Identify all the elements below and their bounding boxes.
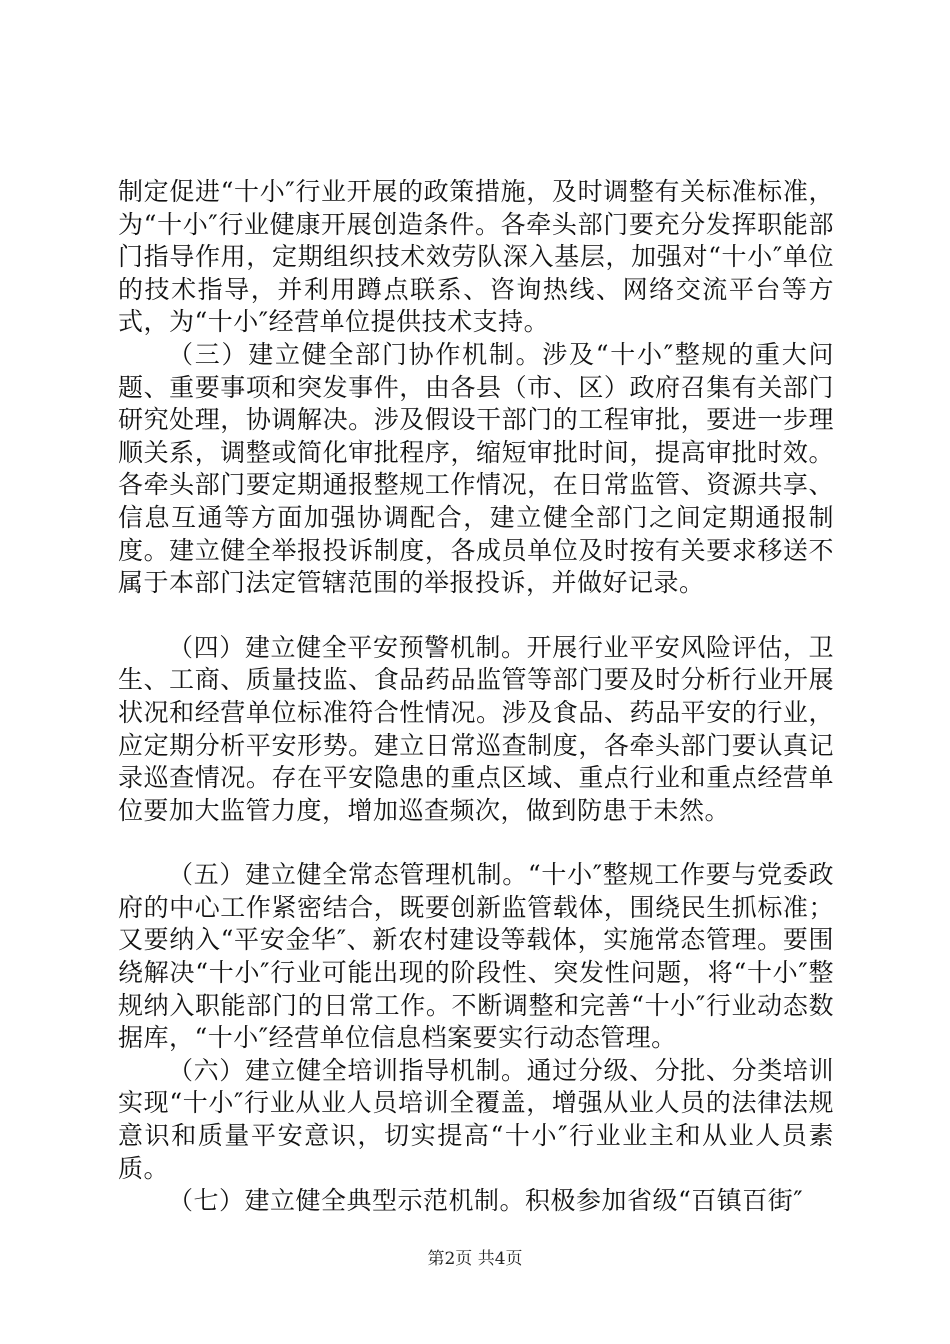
paragraph-section-7: （七）建立健全典型示范机制。积极参加省级“百镇百街″ xyxy=(168,1186,804,1216)
paragraph-section-6: （六）建立健全培训指导机制。通过分级、分批、分类培训实现“十小″行业从业人员培训全覆盖，增强从业人员的法律法规意识和质量平安意识，切实提高“十小″行业业主和从业人员素质。 xyxy=(118,1055,834,1183)
paragraph-section-3: （三）建立健全部门协作机制。涉及“十小″整规的重大问题、重要事项和突发事件，由各县（市、区）政府召集有关部门研究处理，协调解决。涉及假设干部门的工程审批，要进一步理顺关系，调整或简化审批程序，缩短审批时间，提高审批时效。各牵头部门要定期通报整规工作情况，在日常监管、资源共享、信息互通等方面加强协调配合，建立健全部门之间定期通报制度。建立健全举报投诉制度，各成员单位及时按有关要求移送不属于本部门法定管辖范围的举报投诉，并做好记录。 xyxy=(118,339,834,598)
paragraph-continuation: 制定促进“十小″行业开展的政策措施，及时调整有关标准标准，为“十小″行业健康开展创造条件。各牵头部门要充分发挥职能部门指导作用，定期组织技术效劳队深入基层，加强对“十小″单位的技术指导，并利用蹲点联系、咨询热线、网络交流平台等方式，为“十小″经营单位提供技术支持。 xyxy=(118,177,834,337)
paragraph-section-5: （五）建立健全常态管理机制。“十小″整规工作要与党委政府的中心工作紧密结合，既要创新监管载体，围绕民生抓标准；又要纳入“平安金华″、新农村建设等载体，实施常态管理。要围绕解决“十小″行业可能出现的阶段性、突发性问题，将“十小″整规纳入职能部门的日常工作。不断调整和完善“十小″行业动态数据库，“十小″经营单位信息档案要实行动态管理。 xyxy=(118,860,834,1053)
document-body xyxy=(118,176,834,1218)
paragraph-section-4: （四）建立健全平安预警机制。开展行业平安风险评估，卫生、工商、质量技监、食品药品监管等部门要及时分析行业开展状况和经营单位标准符合性情况。涉及食品、药品平安的行业，应定期分析平安形势。建立日常巡查制度，各牵头部门要认真记录巡查情况。存在平安隐患的重点区域、重点行业和重点经营单位要加大监管力度，增加巡查频次，做到防患于未然。 xyxy=(118,632,834,825)
page-number-footer: 第2页 共4页 xyxy=(427,1249,523,1269)
